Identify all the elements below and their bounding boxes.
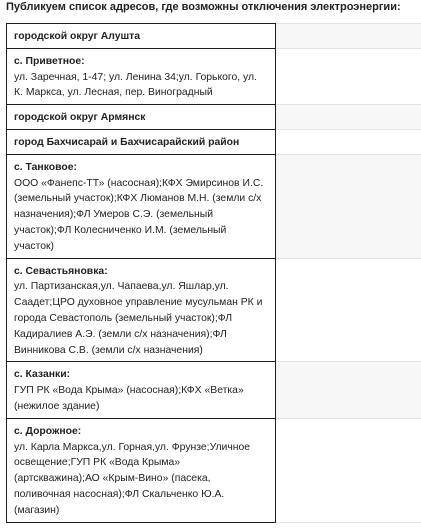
- table-cell: [7, 258, 276, 362]
- region-title: город Бахчисарай и Бахчисарайский район: [14, 136, 240, 148]
- region-title: городской округ Армянск: [14, 112, 146, 124]
- table-row: [7, 418, 421, 522]
- address-list: ООО «Фанепс-ТТ» (насосная);КФХ Эмирсинов И.С. (земельный участок);КФХ Люманов М.Н. (земли с/х назначения);ФЛ Умеров С.Э. (земельный участок);ФЛ Колесниченко И.М. (земельный участок): [14, 177, 264, 252]
- place-title: с. Дорожное:: [14, 425, 82, 437]
- table-row: [7, 258, 421, 362]
- table-cell-empty: [276, 154, 421, 258]
- table-cell-empty: [276, 105, 421, 130]
- address-list: ул. Партизанская,ул. Чапаева,ул. Яшлар,ул. Саадет;ЦРО духовное управление мусульман РК и города Севастополь (земельный участок);ФЛ Кадиралиев А.Э. (земли с/х назначения);ФЛ Винникова С.В. (земли с/х назначения): [14, 281, 263, 356]
- table-cell: [7, 418, 276, 522]
- table-cell-empty: [276, 362, 421, 418]
- outage-table: [6, 23, 421, 523]
- table-row: [7, 129, 421, 154]
- table-row: [7, 48, 421, 104]
- table-row: [7, 154, 421, 258]
- table-cell: [7, 48, 276, 104]
- table-cell: [7, 105, 276, 130]
- place-title: с. Казанки:: [14, 369, 71, 381]
- table-row: [7, 24, 421, 49]
- table-cell: [7, 362, 276, 418]
- region-title: городской округ Алушта: [14, 31, 141, 42]
- intro-text: Публикуем список адресов, где возможны отключения электроэнергии:: [6, 1, 401, 13]
- address-list: ул. Карла Маркса,ул. Горная,ул. Фрунзе;Уличное освещение;ГУП РК «Вода Крыма» (артскважина);АО «Крым-Вино» (пасека, поливочная насосная);ФЛ Скальченко Ю.А. (магазин): [14, 441, 251, 516]
- table-row: [7, 362, 421, 418]
- table-cell: [7, 24, 276, 49]
- place-title: с. Приветное:: [14, 55, 85, 67]
- address-list: ГУП РК «Вода Крыма» (насосная);КФХ «Ветка» (нежилое здание): [14, 385, 244, 412]
- table-cell-empty: [276, 418, 421, 522]
- table-cell-empty: [276, 24, 421, 49]
- table-cell: [7, 154, 276, 258]
- table-cell-empty: [276, 48, 421, 104]
- address-list: ул. Заречная, 1-47; ул. Ленина 34;ул. Горького, ул. К. Маркса, ул. Лесная, пер. Виноградный: [14, 71, 257, 99]
- table-cell-empty: [276, 129, 421, 154]
- table-row: [7, 105, 421, 130]
- table-cell-empty: [276, 258, 421, 362]
- table-cell: [7, 129, 276, 154]
- place-title: с. Севастьяновка:: [14, 265, 108, 277]
- place-title: с. Танковое:: [14, 161, 77, 173]
